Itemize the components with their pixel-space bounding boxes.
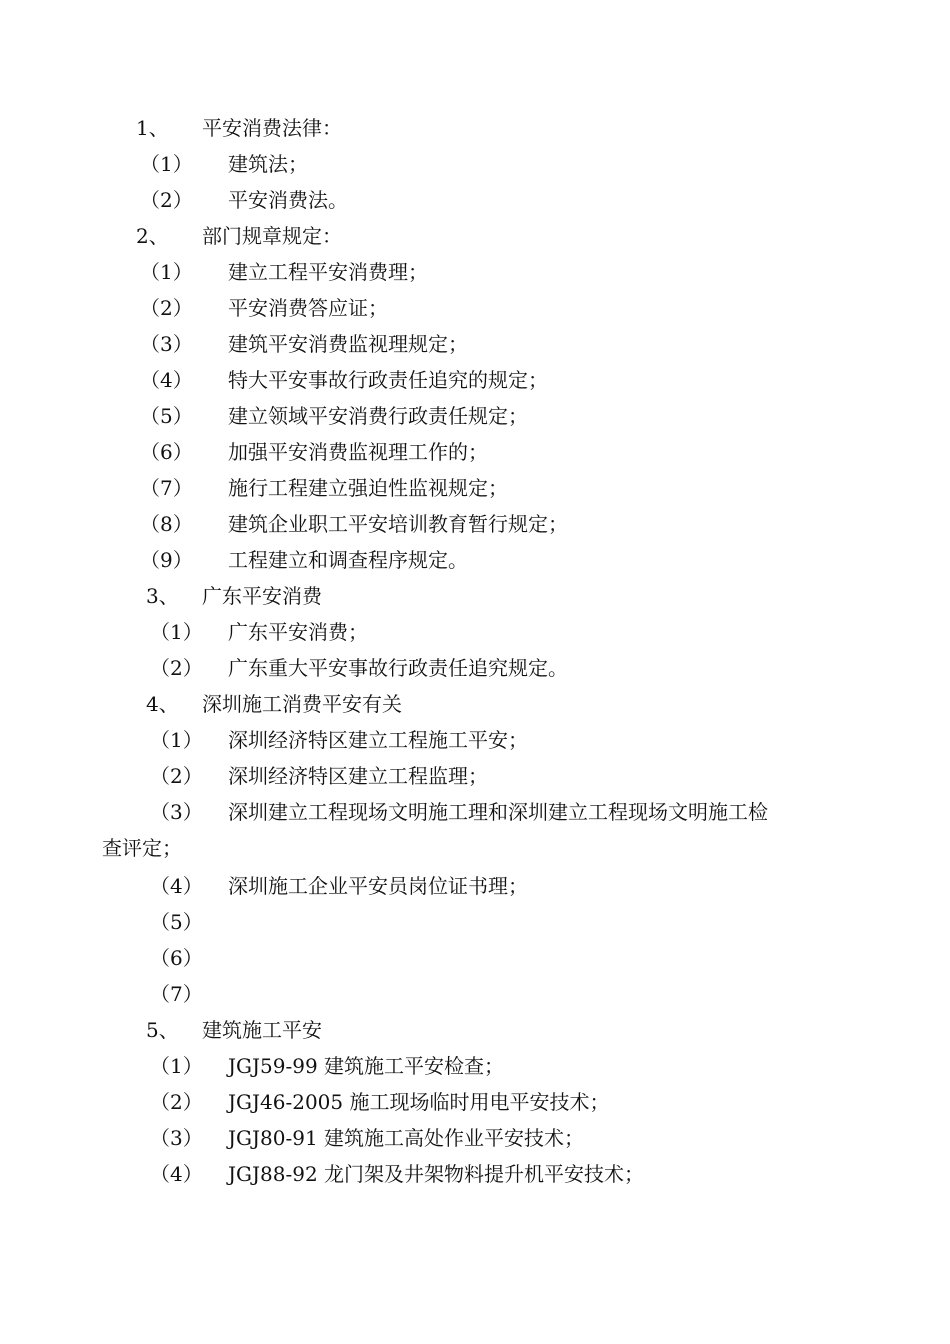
item-number: （2） <box>150 764 203 788</box>
item-number: （4） <box>150 1162 203 1186</box>
item-number: （4） <box>150 874 203 898</box>
item-number: （5） <box>140 404 193 428</box>
item-number: （1） <box>150 728 203 752</box>
item-text: 施行工程建立强迫性监视规定； <box>228 476 508 500</box>
section-number: 5、 <box>146 1018 179 1042</box>
item-text: 深圳施工企业平安员岗位证书理； <box>228 874 528 898</box>
item-text: JGJ88-92 龙门架及井架物料提升机平安技术； <box>228 1162 645 1186</box>
item-number: （3） <box>140 332 193 356</box>
item-number: （1） <box>150 620 203 644</box>
item-number: （6） <box>140 440 193 464</box>
section-title: 平安消费法律： <box>202 116 342 140</box>
item-text: JGJ80-91 建筑施工高处作业平安技术； <box>228 1126 585 1150</box>
item-number: （8） <box>140 512 193 536</box>
item-number: （5） <box>150 910 203 934</box>
item-number: （1） <box>150 1054 203 1078</box>
item-number: （7） <box>150 982 203 1006</box>
item-text: 建筑法； <box>228 152 308 176</box>
item-number: （2） <box>140 188 193 212</box>
item-text: 特大平安事故行政责任追究的规定； <box>228 368 548 392</box>
section-title: 建筑施工平安 <box>202 1018 322 1042</box>
item-text: 平安消费法。 <box>228 188 348 212</box>
section-number: 3、 <box>146 584 179 608</box>
item-text: 广东重大平安事故行政责任追究规定。 <box>228 656 568 680</box>
item-number: （1） <box>140 260 193 284</box>
section-number: 4、 <box>146 692 179 716</box>
item-number: （3） <box>150 800 203 824</box>
item-number: （4） <box>140 368 193 392</box>
item-text: JGJ59-99 建筑施工平安检查； <box>228 1054 505 1078</box>
item-text: 加强平安消费监视理工作的； <box>228 440 488 464</box>
item-text: 建筑平安消费监视理规定； <box>228 332 468 356</box>
item-text: 平安消费答应证； <box>228 296 388 320</box>
item-number: （3） <box>150 1126 203 1150</box>
section-number: 2、 <box>136 224 169 248</box>
item-text: 建立领域平安消费行政责任规定； <box>228 404 528 428</box>
section-title: 深圳施工消费平安有关 <box>202 692 402 716</box>
item-text: 广东平安消费； <box>228 620 368 644</box>
item-text: 深圳经济特区建立工程施工平安； <box>228 728 528 752</box>
item-text: JGJ46-2005 施工现场临时用电平安技术； <box>228 1090 610 1114</box>
section-number: 1、 <box>136 116 169 140</box>
item-text: 建筑企业职工平安培训教育暂行规定； <box>228 512 568 536</box>
item-number: （2） <box>150 1090 203 1114</box>
item-text: 深圳经济特区建立工程监理； <box>228 764 488 788</box>
item-number: （9） <box>140 548 193 572</box>
item-number: （6） <box>150 946 203 970</box>
item-number: （2） <box>140 296 193 320</box>
item-text: 建立工程平安消费理； <box>228 260 428 284</box>
item-number: （1） <box>140 152 193 176</box>
item-text: 工程建立和调查程序规定。 <box>228 548 468 572</box>
section-title: 广东平安消费 <box>202 584 322 608</box>
item-number: （7） <box>140 476 193 500</box>
section-title: 部门规章规定： <box>202 224 342 248</box>
item-text: 深圳建立工程现场文明施工理和深圳建立工程现场文明施工检 <box>228 800 768 824</box>
item-number: （2） <box>150 656 203 680</box>
item-text-continuation: 查评定； <box>102 836 182 860</box>
